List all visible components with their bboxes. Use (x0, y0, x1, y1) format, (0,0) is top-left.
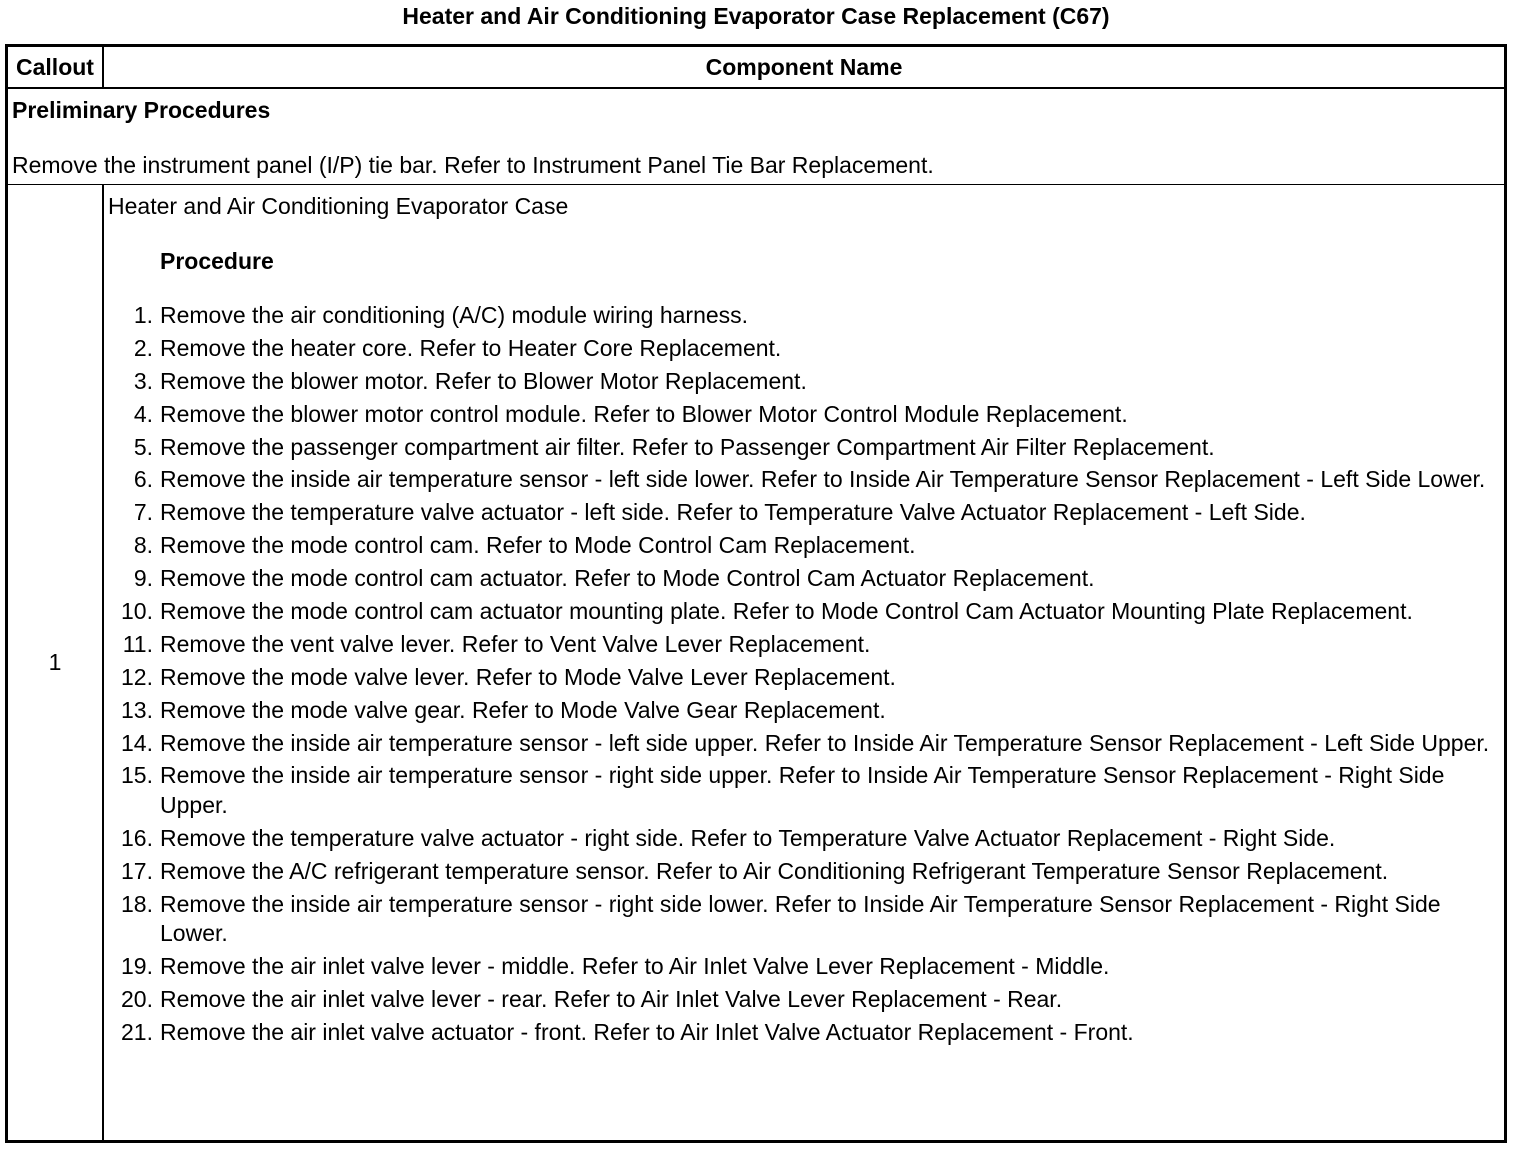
step-number: 5. (133, 433, 153, 460)
procedure-step (104, 367, 1504, 397)
procedure-step (104, 400, 1504, 430)
step-text: Remove the air conditioning (A/C) module wiring harness. (160, 302, 749, 328)
step-text: Remove the A/C refrigerant temperature sensor. Refer to Air Conditioning Refrigerant Temperature Sensor Replacement. (160, 857, 1389, 884)
procedure-step (104, 824, 1504, 854)
procedure-step (104, 952, 1504, 982)
procedure-step (104, 433, 1504, 463)
step-text: Remove the temperature valve actuator - left side. Refer to Temperature Valve Actuator Replacement - Left Side. (160, 499, 1306, 526)
procedure-step (104, 334, 1504, 364)
step-text: Remove the mode control cam actuator. Refer to Mode Control Cam Actuator Replacement. (160, 565, 1095, 592)
step-number: 20. (121, 986, 153, 1013)
procedure-heading: Procedure (160, 248, 274, 274)
procedure-step (104, 985, 1504, 1015)
step-text: Remove the blower motor. Refer to Blower Motor Replacement. (160, 367, 807, 394)
step-number: 17. (121, 857, 153, 884)
callout-cell (8, 185, 104, 1140)
step-text: Remove the mode valve gear. Refer to Mode Valve Gear Replacement. (160, 696, 886, 723)
step-number: 13. (121, 696, 153, 723)
preliminary-procedures-text: Remove the instrument panel (I/P) tie bar. Refer to Instrument Panel Tie Bar Replacement. (12, 152, 934, 178)
step-number: 9. (133, 565, 153, 592)
step-text: Remove the inside air temperature sensor - right side upper. Refer to Inside Air Temperature Sensor Replacement - Right Side Upper. (160, 762, 1445, 819)
step-number: 8. (133, 532, 153, 559)
step-text: Remove the air inlet valve actuator - front. Refer to Air Inlet Valve Actuator Replacement - Front. (160, 1019, 1134, 1045)
procedure-step (104, 857, 1504, 887)
step-text: Remove the inside air temperature sensor - left side upper. Refer to Inside Air Temperature Sensor Replacement - Left Side Upper. (160, 729, 1490, 756)
procedure-step (104, 597, 1504, 627)
step-text: Remove the blower motor control module. Refer to Blower Motor Control Module Replacement. (160, 400, 1128, 427)
procedure-step (104, 890, 1504, 949)
procedure-step (104, 564, 1504, 594)
callout-number: 1 (48, 649, 62, 675)
procedure-step (104, 498, 1504, 528)
procedure-step (104, 531, 1504, 561)
step-text: Remove the air inlet valve lever - middle. Refer to Air Inlet Valve Lever Replacement - Middle. (160, 953, 1110, 980)
step-number: 2. (133, 334, 153, 361)
step-number: 11. (122, 630, 153, 657)
procedure-steps-list (104, 301, 1504, 1051)
step-number: 16. (121, 824, 153, 851)
table-row (8, 185, 1504, 1140)
component-name: Heater and Air Conditioning Evaporator Case (108, 193, 569, 219)
step-number: 18. (121, 890, 153, 917)
step-text: Remove the mode control cam actuator mounting plate. Refer to Mode Control Cam Actuator Mounting Plate Replacement. (160, 598, 1413, 625)
step-number: 14. (121, 729, 153, 756)
procedure-step (104, 630, 1504, 660)
preliminary-procedures-row (8, 89, 1504, 185)
procedure-step (104, 465, 1504, 495)
step-number: 10. (121, 598, 153, 625)
step-text: Remove the air inlet valve lever - rear. Refer to Air Inlet Valve Lever Replacement - Rear. (160, 986, 1063, 1013)
step-number: 1. (133, 302, 153, 328)
step-number: 4. (133, 400, 153, 427)
step-text: Remove the mode valve lever. Refer to Mode Valve Lever Replacement. (160, 663, 896, 690)
preliminary-procedures-heading: Preliminary Procedures (12, 97, 271, 123)
procedure-step (104, 761, 1504, 820)
step-number: 7. (133, 499, 153, 526)
document-title: Heater and Air Conditioning Evaporator Case Replacement (C67) (402, 3, 1110, 29)
procedure-step (104, 663, 1504, 693)
component-table (5, 44, 1507, 1143)
procedure-step (104, 1018, 1504, 1048)
procedure-step (104, 301, 1504, 331)
step-number: 21. (121, 1019, 153, 1045)
step-number: 3. (133, 367, 153, 394)
step-number: 15. (121, 762, 153, 789)
procedure-step (104, 696, 1504, 726)
step-text: Remove the temperature valve actuator - right side. Refer to Temperature Valve Actuator Replacement - Right Side. (160, 824, 1336, 851)
step-text: Remove the vent valve lever. Refer to Vent Valve Lever Replacement. (160, 630, 871, 657)
step-text: Remove the inside air temperature sensor - right side lower. Refer to Inside Air Temperature Sensor Replacement - Right Side Lower. (160, 890, 1441, 947)
component-cell (104, 185, 1504, 1140)
step-text: Remove the mode control cam. Refer to Mode Control Cam Replacement. (160, 532, 916, 559)
table-header-row (8, 47, 1504, 89)
step-number: 19. (121, 953, 153, 980)
step-number: 12. (121, 663, 153, 690)
callout-column-header: Callout (8, 47, 104, 87)
step-text: Remove the passenger compartment air filter. Refer to Passenger Compartment Air Filter Replacement. (160, 433, 1215, 460)
procedure-step (104, 729, 1504, 759)
component-name-column-header: Component Name (705, 54, 903, 80)
step-text: Remove the inside air temperature sensor - left side lower. Refer to Inside Air Temperature Sensor Replacement - Left Side Lower. (160, 466, 1486, 493)
step-text: Remove the heater core. Refer to Heater Core Replacement. (160, 334, 782, 361)
step-number: 6. (133, 466, 153, 493)
